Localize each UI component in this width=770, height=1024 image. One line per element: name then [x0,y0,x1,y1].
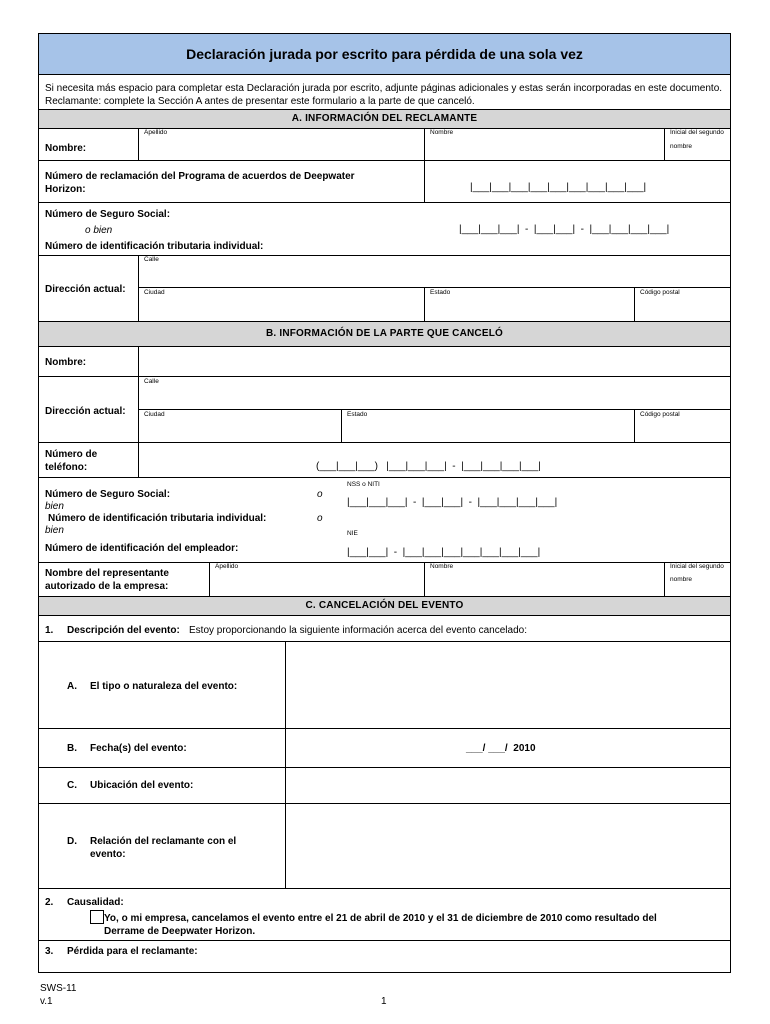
divider [39,767,730,768]
party-street-caption: Calle [144,378,159,385]
rep-initial-caption-2: nombre [670,576,693,583]
section-a-title: A. INFORMACIÓN DEL RECLAMANTE [291,113,478,124]
ssn-label: Número de Seguro Social: [45,209,171,220]
item-b-letter: B. [67,743,77,754]
item-a-letter: A. [67,681,77,692]
party-state-caption: Estado [347,411,368,418]
section-a-header [39,109,730,129]
divider [424,562,425,596]
party-zip-caption: Código postal [640,411,680,418]
divider [39,888,730,889]
item-1-text: Estoy proporcionando la siguiente información acerca del evento cancelado: [189,625,527,636]
divider [664,562,665,596]
relationship-label-2: evento: [90,849,126,860]
claim-number-label-1: Número de reclamación del Programa de acuerdos de Deepwater [45,171,355,182]
rep-first-name-caption: Nombre [430,563,454,570]
divider [138,128,139,160]
divider [138,347,139,442]
divider [39,202,730,203]
rep-last-name-caption: Apellido [215,563,239,570]
item-c-letter: C. [67,780,77,791]
zip-caption: Código postal [640,289,680,296]
section-b-header [39,321,730,347]
intro-line-1: Si necesita más espacio para completar esta Declaración jurada por escrito, adjunte páginas adicionales y estas serán incorporadas en este documento. [45,83,723,94]
state-caption: Estado [430,289,451,296]
causality-text-2: Derrame de Deepwater Horizon. [104,926,256,937]
divider [39,641,730,642]
causality-label: Causalidad: [67,897,124,908]
causality-checkbox[interactable] [90,910,104,924]
relationship-label-1: Relación del reclamante con el [90,836,237,847]
form-version: v.1 [40,996,53,1007]
claimant-ssn-boxes[interactable]: |___|___|___| - |___|___| - |___|___|___|___| [459,224,670,235]
party-city-caption: Ciudad [144,411,165,418]
page-number: 1 [381,996,387,1007]
event-date-label: Fecha(s) del evento: [90,743,187,754]
rep-label-1: Nombre del representante [45,568,169,579]
rep-initial-caption-1: Inicial del segundo [670,563,724,570]
section-b-title: B. INFORMACIÓN DE LA PARTE QUE CANCELÓ [265,328,504,339]
phone-label-1: Número de [45,449,98,460]
title-bar [39,34,730,75]
ein-label: Número de identificación del empleador: [45,543,239,554]
divider [424,160,425,202]
party-ssn-boxes[interactable]: |___|___|___| - |___|___| - |___|___|___|___| [347,497,558,508]
city-caption: Ciudad [144,289,165,296]
divider [39,562,730,563]
divider [39,376,730,377]
section-c-header [39,596,730,616]
divider [39,477,730,478]
section-c-title: C. CANCELACIÓN DEL EVENTO [305,600,464,611]
phone-label-2: teléfono: [45,462,88,473]
form-id: SWS-11 [40,983,77,994]
divider [138,409,730,410]
divider [285,641,286,888]
rep-label-2: autorizado de la empresa: [45,581,169,592]
causality-text-1: Yo, o mi empresa, cancelamos el evento entre el 21 de abril de 2010 y el 31 de diciembre de 2010 como resultado del [104,913,657,924]
divider [634,409,635,442]
divider [634,287,635,321]
divider [138,442,139,477]
form-title: Declaración jurada por escrito para pérdida de una sola vez [186,46,583,62]
divider [209,562,210,596]
ein-boxes[interactable]: |___|___| - |___|___|___|___|___|___|___| [347,547,541,558]
divider [39,160,730,161]
divider [424,287,425,321]
event-type-label: El tipo o naturaleza del evento: [90,681,238,692]
divider [39,442,730,443]
claim-number-boxes[interactable]: |___|___|___|___|___|___|___|___|___| [470,182,647,193]
itin-label: Número de identificación tributaria individual: [45,241,264,252]
divider [138,255,139,321]
item-1-number: 1. [45,625,54,636]
party-itin-label: Número de identificación tributaria individual: [48,513,267,524]
party-address-label: Dirección actual: [45,406,126,417]
divider [424,128,425,160]
claim-number-label-2: Horizon: [45,184,86,195]
middle-initial-caption-1: Inicial del segundo [670,129,724,136]
event-date-value[interactable]: ___/ ___/ 2010 [466,743,536,754]
divider [341,409,342,442]
divider [39,940,730,941]
divider [138,287,730,288]
divider [664,128,665,160]
divider [39,255,730,256]
middle-initial-caption-2: nombre [670,143,693,150]
item-3-number: 3. [45,946,54,957]
party-name-label: Nombre: [45,357,87,368]
item-1-label: Descripción del evento: [67,625,180,636]
nie-caption: NIE [347,530,358,537]
claimant-address-label: Dirección actual: [45,284,126,295]
claimant-name-label: Nombre: [45,143,87,154]
last-name-caption: Apellido [144,129,168,136]
first-name-caption: Nombre [430,129,454,136]
item-d-letter: D. [67,836,77,847]
party-or-2: o [317,513,323,524]
event-location-label: Ubicación del evento: [90,780,194,791]
item-2-number: 2. [45,897,54,908]
or-label: o bien [85,225,113,236]
party-bien-1: bien [45,501,64,512]
party-or-1: o [317,489,323,500]
divider [39,728,730,729]
party-ssn-label: Número de Seguro Social: [45,489,171,500]
phone-boxes[interactable]: (___|___|___) |___|___|___| - |___|___|___|___| [316,461,541,472]
nss-niti-caption: NSS o NITI [347,481,380,488]
loss-label: Pérdida para el reclamante: [67,946,198,957]
divider [39,803,730,804]
street-caption: Calle [144,256,159,263]
party-bien-2: bien [45,525,64,536]
intro-line-2: Reclamante: complete la Sección A antes de presentar este formulario a la parte de que canceló. [45,96,475,107]
